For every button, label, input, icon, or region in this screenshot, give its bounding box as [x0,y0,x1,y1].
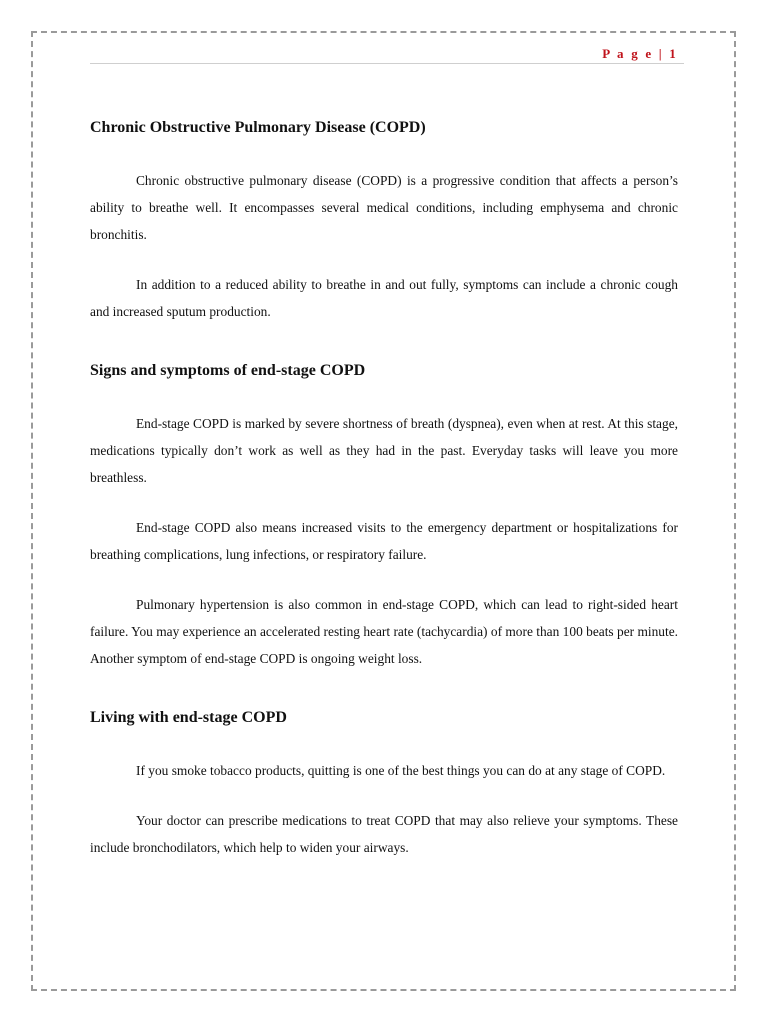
paragraph: Pulmonary hypertension is also common in end-stage COPD, which can lead to right-sided heart failure. You may experience an accelerated resting heart rate (tachycardia) of more than 100 beats per minute. Another symptom of end-stage COPD is ongoing weight loss. [90,597,678,666]
header-rule [90,63,684,64]
paragraph: Your doctor can prescribe medications to treat COPD that may also relieve your symptoms. These include bronchodilators, which help to widen your airways. [90,813,678,855]
paragraph: In addition to a reduced ability to breathe in and out fully, symptoms can include a chronic cough and increased sputum production. [90,277,678,319]
section-heading-living-with: Living with end-stage COPD [90,709,287,726]
paragraph: Chronic obstructive pulmonary disease (COPD) is a progressive condition that affects a person’s ability to breathe well. It encompasses several medical conditions, including emphysema and chronic bronchitis. [90,173,678,242]
paragraph: End-stage COPD also means increased visits to the emergency department or hospitalizations for breathing complications, lung infections, or respiratory failure. [90,520,678,562]
section-heading-copd: Chronic Obstructive Pulmonary Disease (COPD) [90,119,426,136]
page-number: P a g e | 1 [602,46,678,61]
section-heading-signs-symptoms: Signs and symptoms of end-stage COPD [90,362,366,379]
document-body [90,118,678,861]
paragraph: If you smoke tobacco products, quitting is one of the best things you can do at any stage of COPD. [136,763,666,778]
paragraph: End-stage COPD is marked by severe shortness of breath (dyspnea), even when at rest. At this stage, medications typically don’t work as well as they had in the past. Everyday tasks will leave you more breathless. [90,416,678,485]
